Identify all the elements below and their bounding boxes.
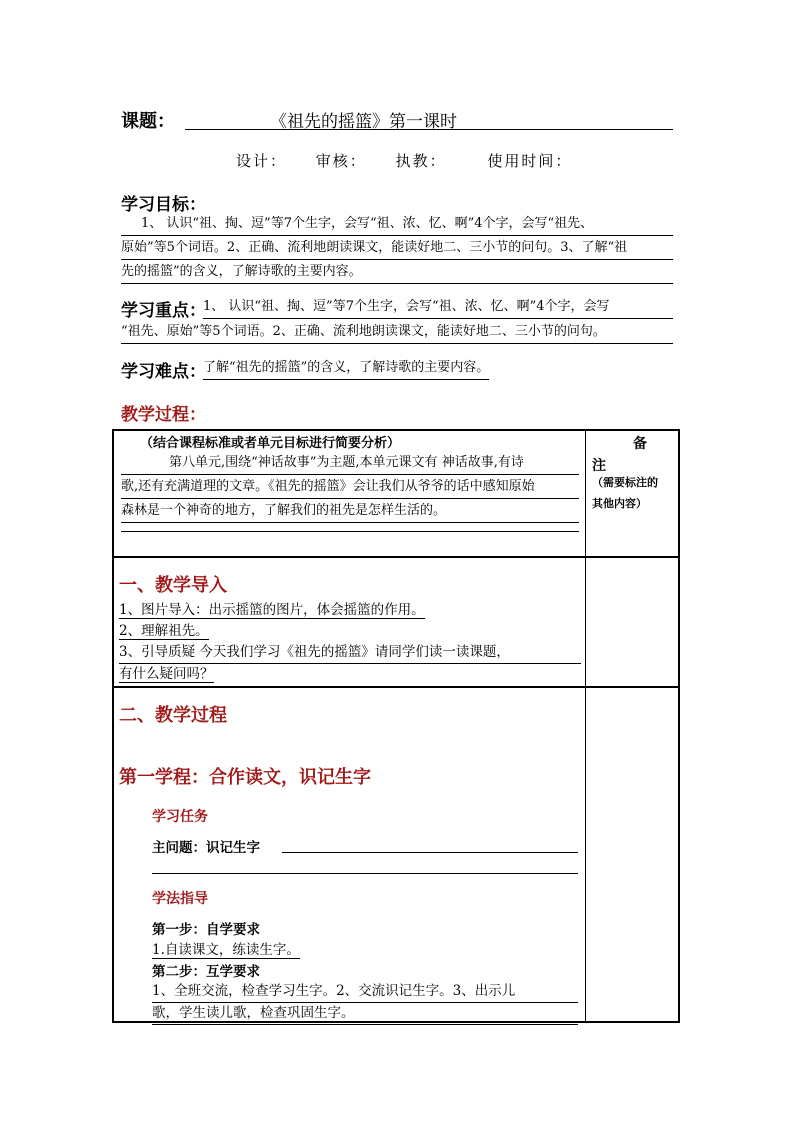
mutual-text: [152, 981, 578, 1025]
self-study-text: 1.自读课文，练读生字。: [152, 942, 300, 958]
method-label: 学法指导: [152, 891, 208, 907]
goals-text: [121, 212, 673, 284]
table-column-divider: [585, 430, 586, 1022]
main-question-answer-line-2: [152, 873, 578, 874]
goals-label: 学习目标：: [121, 195, 206, 215]
difficulty-wrap: [203, 356, 489, 380]
analysis-line-1: 第八单元,围绕“神话故事”为主题,本单元课文有 神话故事,有诗: [121, 451, 579, 475]
sign-review: 审核：: [315, 152, 367, 170]
difficulty-text: 了解“祖先的摇篮”的含义，了解诗歌的主要内容。: [203, 356, 489, 380]
notes-title-2: 注: [592, 458, 606, 474]
teaching-heading: 二、教学过程: [119, 705, 227, 726]
analysis-line-3: 森林是一个神奇的地方，了解我们的祖先是怎样生活的。: [121, 499, 579, 523]
sign-date: 使用时间：: [487, 152, 573, 170]
key-points-line-2: “祖先、原始”等5个词语。2、正确、流利地朗读课文，能读好地二、三小节的问句。: [121, 320, 673, 344]
analysis-text: [121, 451, 579, 523]
key-points-line-1: 1、 认识“祖、掏、逗”等7个生字，会写“祖、浓、忆、啊”4个字，会写: [203, 295, 673, 319]
notes-subtitle-1: （需要标注的: [592, 476, 658, 489]
title-field: [185, 107, 673, 130]
intro-item-1: 1、图片导入：出示摇篮的图片，体会摇篮的作用。: [119, 602, 425, 618]
intro-item-2: 2、理解祖先。: [119, 623, 209, 639]
main-question-answer-line: [282, 852, 578, 853]
key-points-line-2-wrap: [121, 320, 673, 344]
goals-line-2: 原始”等5个词语。2、正确、流利地朗读课文，能读好地二、三小节的问句。3、了解“祖: [121, 236, 673, 260]
intro-item-3-cont: 有什么疑问吗？: [119, 666, 214, 682]
notes-subtitle-2: 其他内容）: [592, 497, 647, 510]
main-question: 主问题：识记生字: [152, 840, 260, 856]
notes-title-1: 备: [633, 436, 647, 452]
mutual-line-2: 歌，学生读儿歌，检查巩固生字。: [152, 1003, 578, 1025]
step1-heading: 第一学程：合作读文，识记生字: [119, 767, 371, 788]
goals-line-3: 先的摇篮”的含义，了解诗歌的主要内容。: [121, 260, 673, 284]
sign-teacher: 执教：: [395, 152, 447, 170]
intro-item-3: 3、引导质疑 今天我们学习《祖先的摇篮》请同学们读一读课题，: [119, 642, 581, 664]
analysis-heading: （结合课程标准或者单元目标进行简要分析）: [140, 436, 401, 451]
goals-line-1: 1、 认识“祖、掏、逗”等7个生字，会写“祖、浓、忆、啊”4个字，会写“祖先、: [121, 212, 673, 236]
self-study-label: 第一步：自学要求: [152, 922, 260, 938]
sign-design: 设计：: [236, 152, 288, 170]
key-points-label: 学习重点：: [121, 301, 206, 321]
lesson-title: 《祖先的摇篮》第一课时: [270, 112, 457, 132]
difficulty-label: 学习难点：: [121, 362, 206, 382]
analysis-line-2: 歌,还有充满道理的文章。《祖先的摇篮》会让我们从爷爷的话中感知原始: [121, 475, 579, 499]
mutual-label: 第二步：互学要求: [152, 964, 260, 980]
intro-list: [119, 600, 581, 685]
analysis-blank-line: [121, 531, 579, 532]
sign-row: [236, 150, 594, 171]
key-points-line-1-wrap: [203, 295, 673, 319]
self-study-wrap: [152, 938, 300, 958]
table-row-divider-2: [113, 686, 679, 688]
title-label: 课题：: [121, 111, 175, 132]
process-heading: 教学过程：: [121, 405, 206, 425]
mutual-line-1: 1、全班交流，检查学习生字。2、交流识记生字。3、出示儿: [152, 981, 578, 1003]
task-label: 学习任务: [152, 809, 208, 825]
intro-heading: 一、教学导入: [119, 575, 227, 596]
table-row-divider-1: [113, 556, 679, 558]
